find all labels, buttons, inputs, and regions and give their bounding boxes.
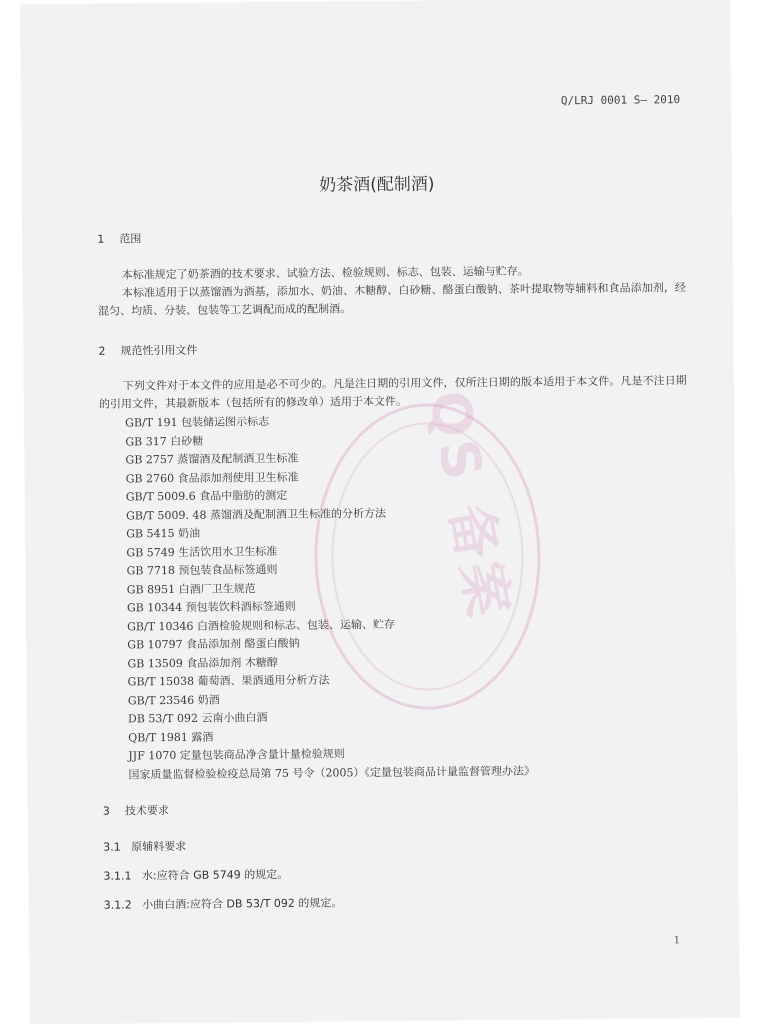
reference-item: 国家质量监督检验检疫总局第 75 号令（2005）《定量包装商品计量监督管理办法》 <box>128 764 536 781</box>
section-title: 技术要求 <box>124 804 169 818</box>
subsection-3-1 <box>103 838 186 855</box>
clause-3-1-1 <box>103 866 288 884</box>
references-intro: 下列文件对于本文件的应用是必不可少的。凡是注日期的引用文件，仅所注日期的版本适用于本文件。凡是不注日期的引用文件，其最新版本（包括所有的修改单）适用于本文件。 <box>98 374 687 411</box>
subsection-title: 原辅料要求 <box>131 839 187 854</box>
section-number: 2 <box>98 344 106 358</box>
reference-list <box>125 411 535 785</box>
section-1-heading <box>97 230 141 246</box>
standard-code: Q/LRJ 0001 S— 2010 <box>560 93 681 108</box>
section-number: 3 <box>102 804 110 818</box>
scope-paragraph-2: 本标准适用于以蒸馏酒为酒基，添加水、奶油、木糖醇、白砂糖、酪蛋白酸钠、茶叶提取物等辅料和食品添加剂，经混匀、均质、分装、包装等工艺调配而成的配制酒。 <box>98 281 686 318</box>
clause-3-1-2 <box>104 894 343 912</box>
reference-item: DB 53/T 092 云南小曲白酒 <box>127 711 268 726</box>
reference-item: GB/T 15038 葡萄酒、果酒通用分析方法 <box>127 673 330 689</box>
subsection-number: 3.1 <box>103 840 121 854</box>
reference-item: GB 317 白砂糖 <box>125 434 204 448</box>
section-number: 1 <box>97 232 105 246</box>
reference-item: GB/T 5009. 48 蒸馏酒及配制酒卫生标准的分析方法 <box>125 506 386 522</box>
section-title: 范围 <box>119 232 142 246</box>
reference-item: GB/T 10346 白酒检验规则和标志、包装、运输、贮存 <box>127 617 396 633</box>
reference-item: GB/T 191 包装储运图示标志 <box>125 415 270 430</box>
reference-item: GB 5749 生活饮用水卫生标准 <box>126 544 278 559</box>
document-title: 奶茶酒(配制酒) <box>319 174 435 196</box>
reference-item: JJF 1070 定量包装商品净含量计量检验规则 <box>128 747 345 763</box>
reference-item: GB 13509 食品添加剂 木糖醇 <box>127 655 278 670</box>
section-2-heading <box>98 342 197 359</box>
clause-text: 水:应符合 GB 5749 的规定。 <box>141 867 289 883</box>
reference-item: GB 2760 食品添加剂使用卫生标准 <box>125 470 299 485</box>
seal-watermark-text: QS 备案 <box>416 385 521 625</box>
reference-item: GB/T 5009.6 食品中脂肪的测定 <box>125 488 288 504</box>
page-number: 1 <box>673 935 681 947</box>
scope-paragraph-1: 本标准规定了奶茶酒的技术要求、试验方法、检验规则、标志、包装、运输与贮存。 <box>121 264 529 282</box>
clause-text: 小曲白酒:应符合 DB 53/T 092 的规定。 <box>142 896 343 912</box>
reference-item: GB 10344 预包装饮料酒标签通则 <box>126 599 296 615</box>
reference-item: GB 5415 奶油 <box>126 526 201 541</box>
section-3-heading <box>103 802 169 819</box>
reference-item: GB/T 23546 奶酒 <box>127 693 220 707</box>
document-page <box>21 0 739 1023</box>
reference-item: GB 8951 白酒厂卫生规范 <box>126 581 256 596</box>
clause-number: 3.1.2 <box>103 898 132 912</box>
reference-item: GB 7718 预包装食品标签通则 <box>126 562 278 578</box>
reference-item: GB 10797 食品添加剂 酪蛋白酸钠 <box>127 636 300 652</box>
clause-number: 3.1.1 <box>103 869 132 883</box>
section-title: 规范性引用文件 <box>120 343 198 358</box>
reference-item: GB 2757 蒸馏酒及配制酒卫生标准 <box>125 451 299 467</box>
reference-item: QB/T 1981 露酒 <box>128 730 214 744</box>
